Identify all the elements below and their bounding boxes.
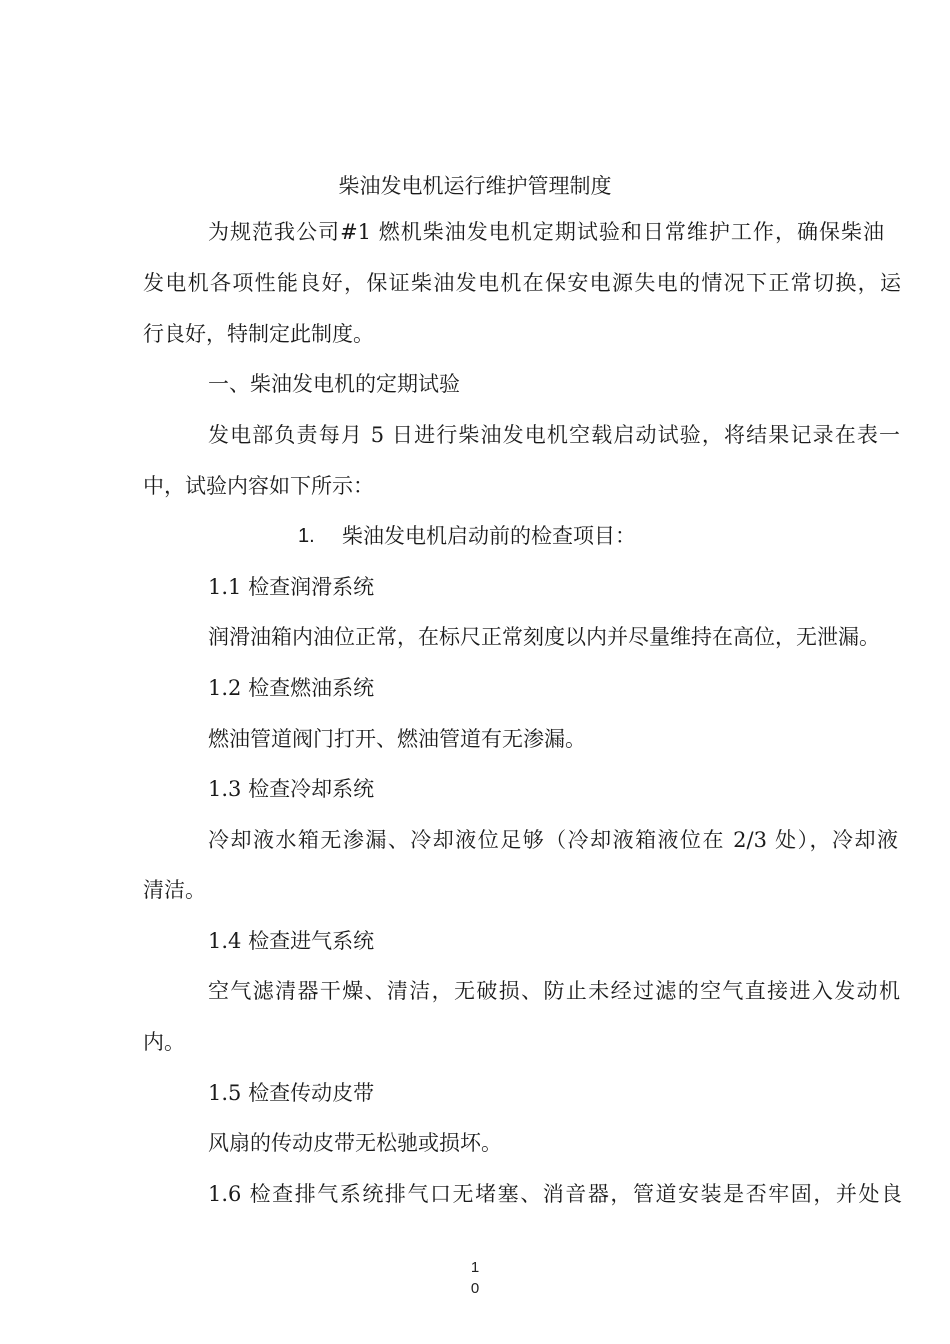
item-1-1-heading: 1.1 检查润滑系统 [208, 575, 375, 599]
item-1-6-heading: 1.6 检查排气系统排气口无堵塞、消音器，管道安装是否牢固，并处良 [208, 1182, 902, 1206]
section-1-line-2: 中，试验内容如下所示： [143, 474, 374, 498]
item-1-5-line-1: 风扇的传动皮带无松驰或损坏。 [208, 1131, 502, 1155]
item-1-4-line-2: 内。 [143, 1030, 185, 1054]
item-1-2-heading: 1.2 检查燃油系统 [208, 676, 375, 700]
item-1-1-line-1: 润滑油箱内油位正常，在标尺正常刻度以内并尽量维持在高位，无泄漏。 [208, 625, 880, 649]
list-item-text: 柴油发电机启动前的检查项目： [342, 524, 636, 548]
item-1-2-line-1: 燃油管道阀门打开、燃油管道有无渗漏。 [208, 727, 586, 751]
item-1-4-heading: 1.4 检查进气系统 [208, 929, 375, 953]
list-item-number: 1. [298, 525, 315, 547]
section-1-line-1: 发电部负责每月 5 日进行柴油发电机空载启动试验，将结果记录在表一 [208, 423, 900, 447]
intro-line-1: 为规范我公司#1 燃机柴油发电机定期试验和日常维护工作，确保柴油 [208, 220, 884, 244]
item-1-3-line-2: 清洁。 [143, 878, 206, 902]
page-number-digit-2: 0 [470, 1280, 480, 1297]
item-1-5-heading: 1.5 检查传动皮带 [208, 1081, 375, 1105]
intro-line-2: 发电机各项性能良好，保证柴油发电机在保安电源失电的情况下正常切换，运 [143, 271, 901, 295]
item-1-3-heading: 1.3 检查冷却系统 [208, 777, 375, 801]
item-1-4-line-1: 空气滤清器干燥、清洁，无破损、防止未经过滤的空气直接进入发动机 [208, 979, 900, 1003]
item-1-3-line-1: 冷却液水箱无渗漏、冷却液位足够（冷却液箱液位在 2/3 处），冷却液 [208, 828, 898, 852]
document-title: 柴油发电机运行维护管理制度 [338, 174, 612, 198]
page-number-digit-1: 1 [470, 1259, 480, 1276]
intro-line-3: 行良好，特制定此制度。 [143, 322, 374, 346]
section-1-heading: 一、柴油发电机的定期试验 [208, 372, 460, 396]
